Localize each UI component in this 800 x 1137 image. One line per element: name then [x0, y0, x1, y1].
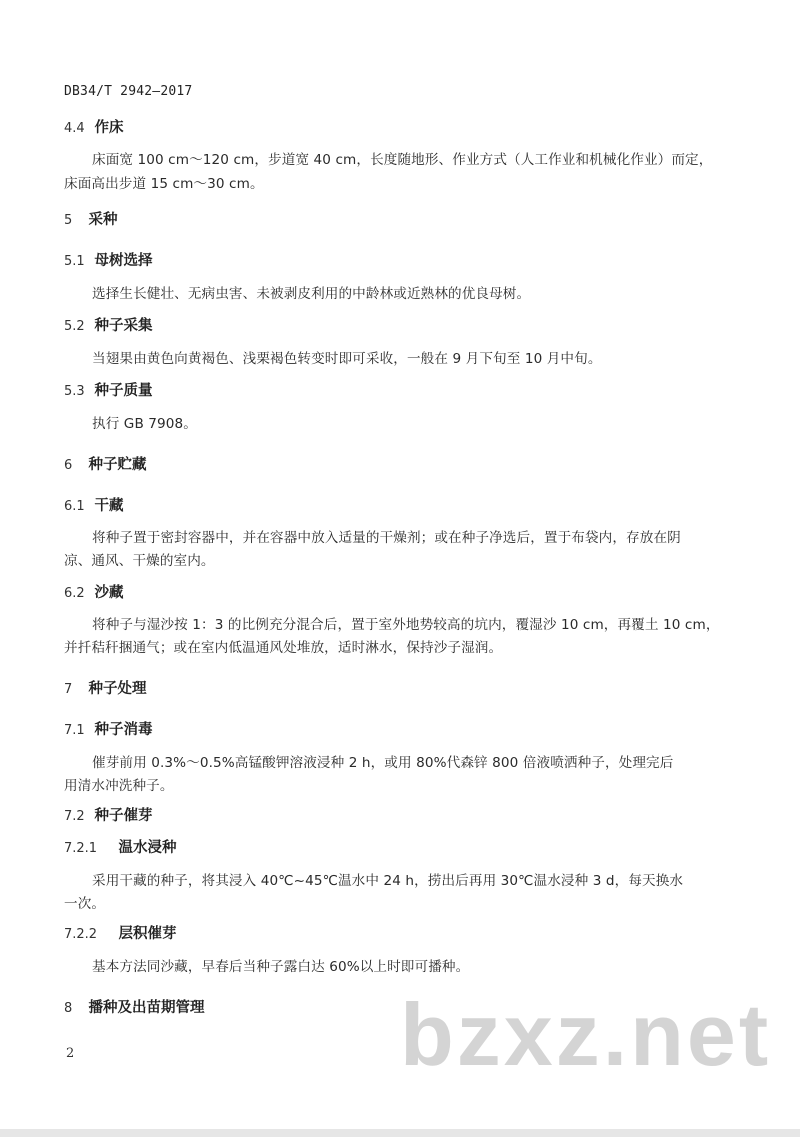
heading-5-2	[64, 318, 152, 335]
paragraph-line: 选择生长健壮、无病虫害、未被剥皮利用的中龄林或近熟林的优良母树。	[92, 286, 531, 302]
paragraph-line: 凉、通风、干燥的室内。	[64, 553, 215, 569]
heading-title: 采种	[88, 212, 118, 228]
heading-title: 种子催芽	[94, 808, 153, 824]
page-bottom-edge	[0, 1129, 800, 1137]
heading-7-2-2	[64, 926, 176, 943]
paragraph-line: 当翅果由黄色向黄褐色、浅栗褐色转变时即可采收，一般在 9 月下旬至 10 月中旬。	[92, 351, 602, 367]
paragraph-line: 床面高出步道 15 cm～30 cm。	[64, 176, 264, 192]
heading-number: 7.2.2	[64, 927, 98, 942]
paragraph-line: 一次。	[64, 896, 106, 912]
heading-7-2	[64, 808, 152, 825]
heading-number: 6.1	[64, 499, 85, 514]
heading-title: 母树选择	[94, 253, 153, 269]
heading-title: 种子消毒	[94, 722, 153, 738]
heading-5-1	[64, 253, 152, 270]
paragraph-line: 采用干藏的种子，将其浸入 40℃~45℃温水中 24 h，捞出后再用 30℃温水浸种 3 d，每天换水	[92, 873, 684, 889]
heading-title: 种子处理	[88, 681, 147, 697]
heading-title: 播种及出苗期管理	[88, 1000, 205, 1016]
paragraph-line: 用清水冲洗种子。	[64, 778, 174, 794]
standard-number: DB34/T 2942—2017	[64, 84, 193, 99]
heading-title: 种子采集	[94, 318, 153, 334]
heading-7-1	[64, 722, 152, 739]
heading-title: 温水浸种	[118, 840, 177, 856]
heading-number: 6	[64, 458, 73, 473]
heading-number: 7.2.1	[64, 841, 98, 856]
heading-number: 7.1	[64, 723, 85, 738]
heading-8	[64, 1000, 204, 1017]
heading-number: 5.2	[64, 319, 85, 334]
heading-number: 5.1	[64, 254, 85, 269]
paragraph-line: 执行 GB 7908。	[92, 416, 197, 432]
paragraph-line: 并扦秸秆捆通气；或在室内低温通风处堆放，适时淋水，保持沙子湿润。	[64, 640, 503, 656]
page-number: 2	[66, 1046, 75, 1061]
heading-title: 干藏	[94, 498, 124, 514]
heading-title: 种子贮藏	[88, 457, 147, 473]
paragraph-line: 将种子置于密封容器中，并在容器中放入适量的干燥剂；或在种子净选后，置于布袋内，存放在阴	[92, 530, 681, 546]
heading-5	[64, 212, 117, 229]
watermark-text: bzxz.net	[400, 985, 772, 1084]
heading-number: 7.2	[64, 809, 85, 824]
heading-number: 7	[64, 682, 73, 697]
heading-5-3	[64, 383, 152, 400]
heading-4-4	[64, 120, 123, 137]
paragraph-line: 床面宽 100 cm～120 cm，步道宽 40 cm，长度随地形、作业方式（人工作业和机械化作业）而定，	[92, 152, 713, 168]
paragraph-line: 基本方法同沙藏，早春后当种子露白达 60%以上时即可播种。	[92, 959, 470, 975]
paragraph-line: 催芽前用 0.3%～0.5%高锰酸钾溶液浸种 2 h，或用 80%代森锌 800 倍液喷洒种子，处理完后	[92, 755, 674, 771]
paragraph-line: 将种子与湿沙按 1：3 的比例充分混合后，置于室外地势较高的坑内，覆湿沙 10 cm，再覆土 10 cm，	[92, 617, 720, 633]
heading-number: 5.3	[64, 384, 85, 399]
heading-title: 种子质量	[94, 383, 153, 399]
heading-title: 作床	[94, 120, 124, 136]
heading-number: 8	[64, 1001, 73, 1016]
heading-title: 沙藏	[94, 585, 124, 601]
heading-6-2	[64, 585, 123, 602]
heading-number: 5	[64, 213, 73, 228]
heading-7	[64, 681, 146, 698]
heading-6	[64, 457, 146, 474]
heading-number: 6.2	[64, 586, 85, 601]
heading-title: 层积催芽	[118, 926, 177, 942]
heading-6-1	[64, 498, 123, 515]
heading-7-2-1	[64, 840, 176, 857]
heading-number: 4.4	[64, 121, 85, 136]
